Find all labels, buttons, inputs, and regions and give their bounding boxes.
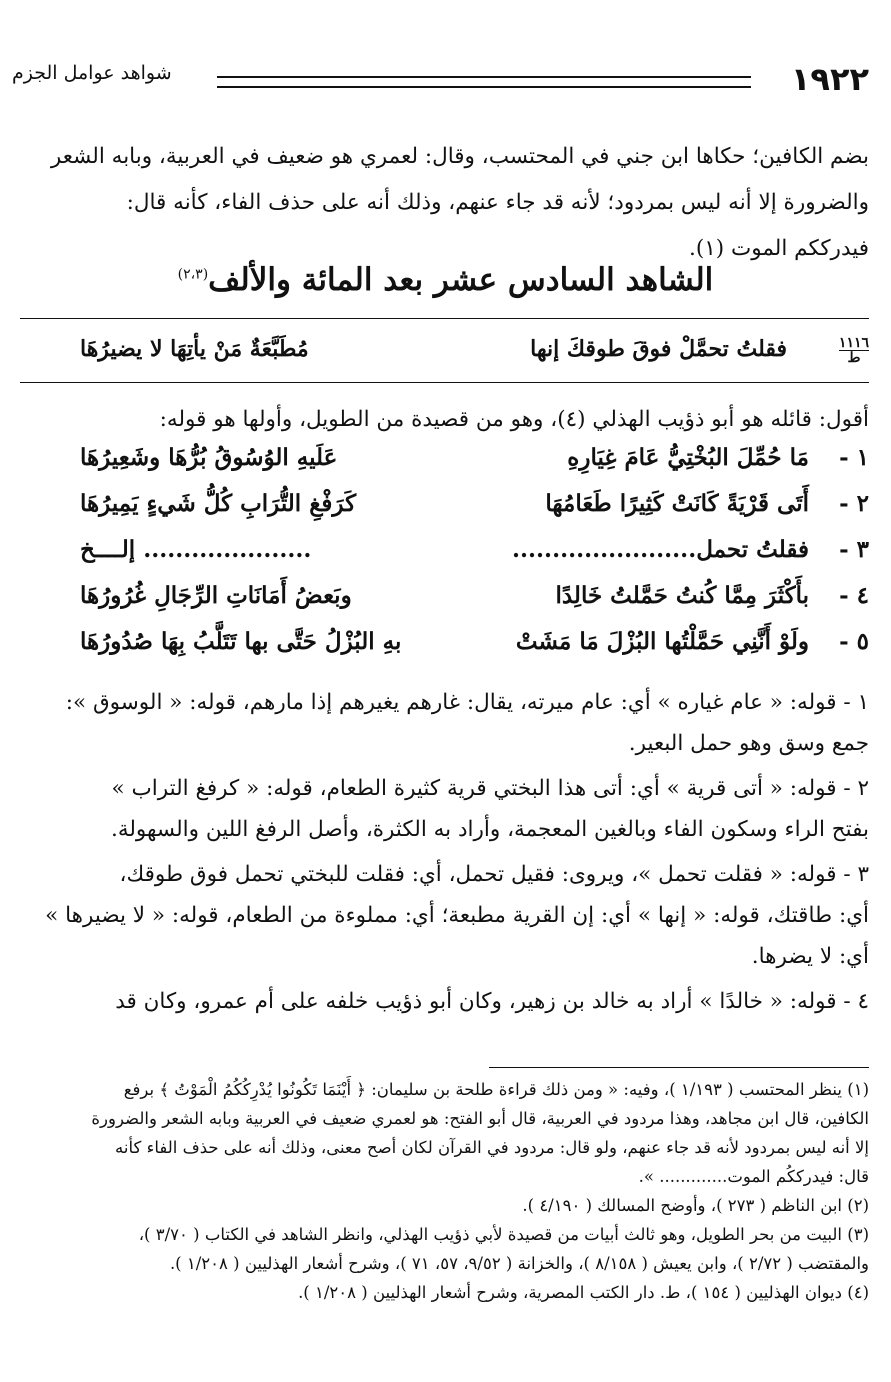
poem-line-second-half: عَلَيهِ الوُسُوقُ بُرُّهَا وشَعِيرُهَا <box>80 444 338 471</box>
verse-top-rule <box>20 318 869 319</box>
footnote-line: (٣) البيت من بحر الطويل، وهو ثالث أبيات من قصيدة لأبي ذؤيب الهذلي، وانظر الشاهد في الكتاب ( ٣/٧٠ )، <box>138 1225 869 1244</box>
section-heading-text: الشاهد السادس عشر بعد المائة والألف <box>208 262 714 298</box>
poem-line-second-half: وبَعضُ أَمَانَاتِ الرِّجَالِ غُرُورُهَا <box>80 582 352 609</box>
poem-line-second-half: ..................... إلــــخ <box>80 536 312 563</box>
intro-line-text: أقول: قائله هو أبو ذؤيب الهذلي (٤)، وهو من قصيدة من الطويل، وأولها هو قوله: <box>159 407 869 432</box>
footnotes <box>20 1075 869 1307</box>
poem-line <box>20 444 869 490</box>
poem-line-number: ١ - <box>839 444 869 471</box>
running-head <box>12 60 869 106</box>
verse-number-sub: ط <box>847 350 861 366</box>
footnote-line: إلا أنه ليس بمردود لأنه قد جاء عنهم، ولو قال: مردود في القرآن لكان أصح معنى، وذلك أنه على حذف الفاء كأنه <box>115 1138 869 1157</box>
commentary <box>20 682 869 1022</box>
intro-paragraph <box>20 134 869 272</box>
footnote-line: (٤) ديوان الهذليين ( ١٥٤ )، ط. دار الكتب المصرية، وشرح أشعار الهذليين ( ١/٢٠٨ ). <box>298 1283 869 1302</box>
footnote-line: قال: فيدرككُم الموت............. ». <box>638 1167 869 1186</box>
commentary-line: ٤ - قوله: « خالدًا » أراد به خالد بن زهير، وكان أبو ذؤيب خلفه على أم عمرو، وكان قد <box>115 989 869 1014</box>
poem-line-second-half: بهِ البُزْلُ حَتَّى بها تَتَلَّبُ بِهَا صُدُورُهَا <box>80 628 402 655</box>
commentary-line: ٢ - قوله: « أتى قرية » أي: أتى هذا البختي قرية كثيرة الطعام، قوله: « كرفغ التراب » <box>111 776 869 801</box>
poem-line-number: ٥ - <box>839 628 869 655</box>
footnote-separator <box>489 1067 869 1068</box>
footnote-ref: (٢،٣) <box>177 266 209 283</box>
poem-line-first-half: ولَوْ أَنَّنِي حَمَّلْتُها البُزْلَ مَا مَشَتْ <box>515 628 809 655</box>
footnote-line: والمقتضب ( ٢/٧٢ )، وابن يعيش ( ٨/١٥٨ )، والخزانة ( ٩/٥٢، ٥٧، ٧١ )، وشرح أشعار الهذليين ( ١/٢٠٨ ). <box>169 1254 869 1273</box>
head-double-rule <box>217 76 751 88</box>
commentary-line: ٣ - قوله: « فقلت تحمل »، ويروى: فقيل تحمل، أي: فقلت للبختي تحمل فوق طوقك، <box>119 862 869 887</box>
verse-hemistich-1: فقلتُ تحمَّلْ فوقَ طوقكَ إنها <box>530 336 787 362</box>
verse-hemistich-2: مُطَبَّعَةٌ مَنْ يأتِهَا لا يضيرُهَا <box>80 336 309 362</box>
commentary-line: أي: لا يضرها. <box>751 944 869 969</box>
footnote-line: الكافين، قال ابن مجاهد، وهذا مردود في العربية، قال أبو الفتح: هو لعمري ضعيف في العربية وبابه الشعر والضرورة <box>91 1109 869 1128</box>
footnote-line: (١) ينظر المحتسب ( ١/١٩٣ )، وفيه: « ومن ذلك قراءة طلحة بن سليمان: ﴿ أَيْنَمَا تَكُونُوا يُدْرِكُكُمُ الْمَوْتُ ﴾ برفع <box>123 1080 869 1099</box>
commentary-line: أي: طاقتك، قوله: « إنها » أي: إن القرية مطبعة؛ أي: مملوءة من الطعام، قوله: « لا يضيرها » <box>45 903 869 928</box>
poem-line <box>20 536 869 582</box>
poem-line-first-half: بأَكْثَرَ مِمَّا كُنتُ حَمَّلتُ خَالِدًا <box>555 582 809 609</box>
footnote-line: (٢) ابن الناظم ( ٢٧٣ )، وأوضح المسالك ( ٤/١٩٠ ). <box>522 1196 869 1215</box>
verse-number-value: ١١١٦ <box>838 335 869 351</box>
commentary-line: بفتح الراء وسكون الفاء وبالغين المعجمة، وأراد به الكثرة، وأصل الرفغ اللين والسهولة. <box>111 817 869 842</box>
page-number: ١٩٢٢ <box>790 60 869 98</box>
verse-bottom-rule <box>20 382 869 383</box>
poem-line-second-half: كَرَفْغِ التُّرَابِ كُلُّ شَيءٍ يَمِيرُهَا <box>80 490 357 517</box>
poem-line-first-half: مَا حُمِّلَ البُخْتِيُّ عَامَ غِيَارِهِ <box>567 444 809 471</box>
commentary-line: جمع وسق وهو حمل البعير. <box>628 731 869 756</box>
section-heading <box>0 262 891 298</box>
poem-line-number: ٤ - <box>839 582 869 609</box>
paragraph-line: والضرورة إلا أنه ليس بمردود؛ لأنه قد جاء عنهم، وذلك أنه على حذف الفاء، كأنه قال: <box>126 190 869 215</box>
paragraph-line: بضم الكافين؛ حكاها ابن جني في المحتسب، وقال: لعمري هو ضعيف في العربية، وبابه الشعر <box>50 144 869 169</box>
intro-line <box>20 400 869 440</box>
running-title: شواهد عوامل الجزم <box>12 62 172 84</box>
poem-line-number: ٢ - <box>839 490 869 517</box>
poem-line <box>20 490 869 536</box>
poem-line-number: ٣ - <box>839 536 869 563</box>
poem-line <box>20 582 869 628</box>
commentary-line: ١ - قوله: « عام غياره » أي: عام ميرته، يقال: غارهم يغيرهم إذا مارهم، قوله: « الوسوق »: <box>65 690 869 715</box>
poem-line <box>20 628 869 674</box>
witness-verse <box>20 336 869 376</box>
poem-line-first-half: فقلتُ تحمل....................... <box>512 536 809 563</box>
paragraph-line: فيدرككم الموت (١). <box>688 236 869 261</box>
poem-line-first-half: أَتَى قَرْيَةً كَانَتْ كَثِيرًا طَعَامُهَا <box>545 490 809 517</box>
verse-number <box>839 336 869 365</box>
